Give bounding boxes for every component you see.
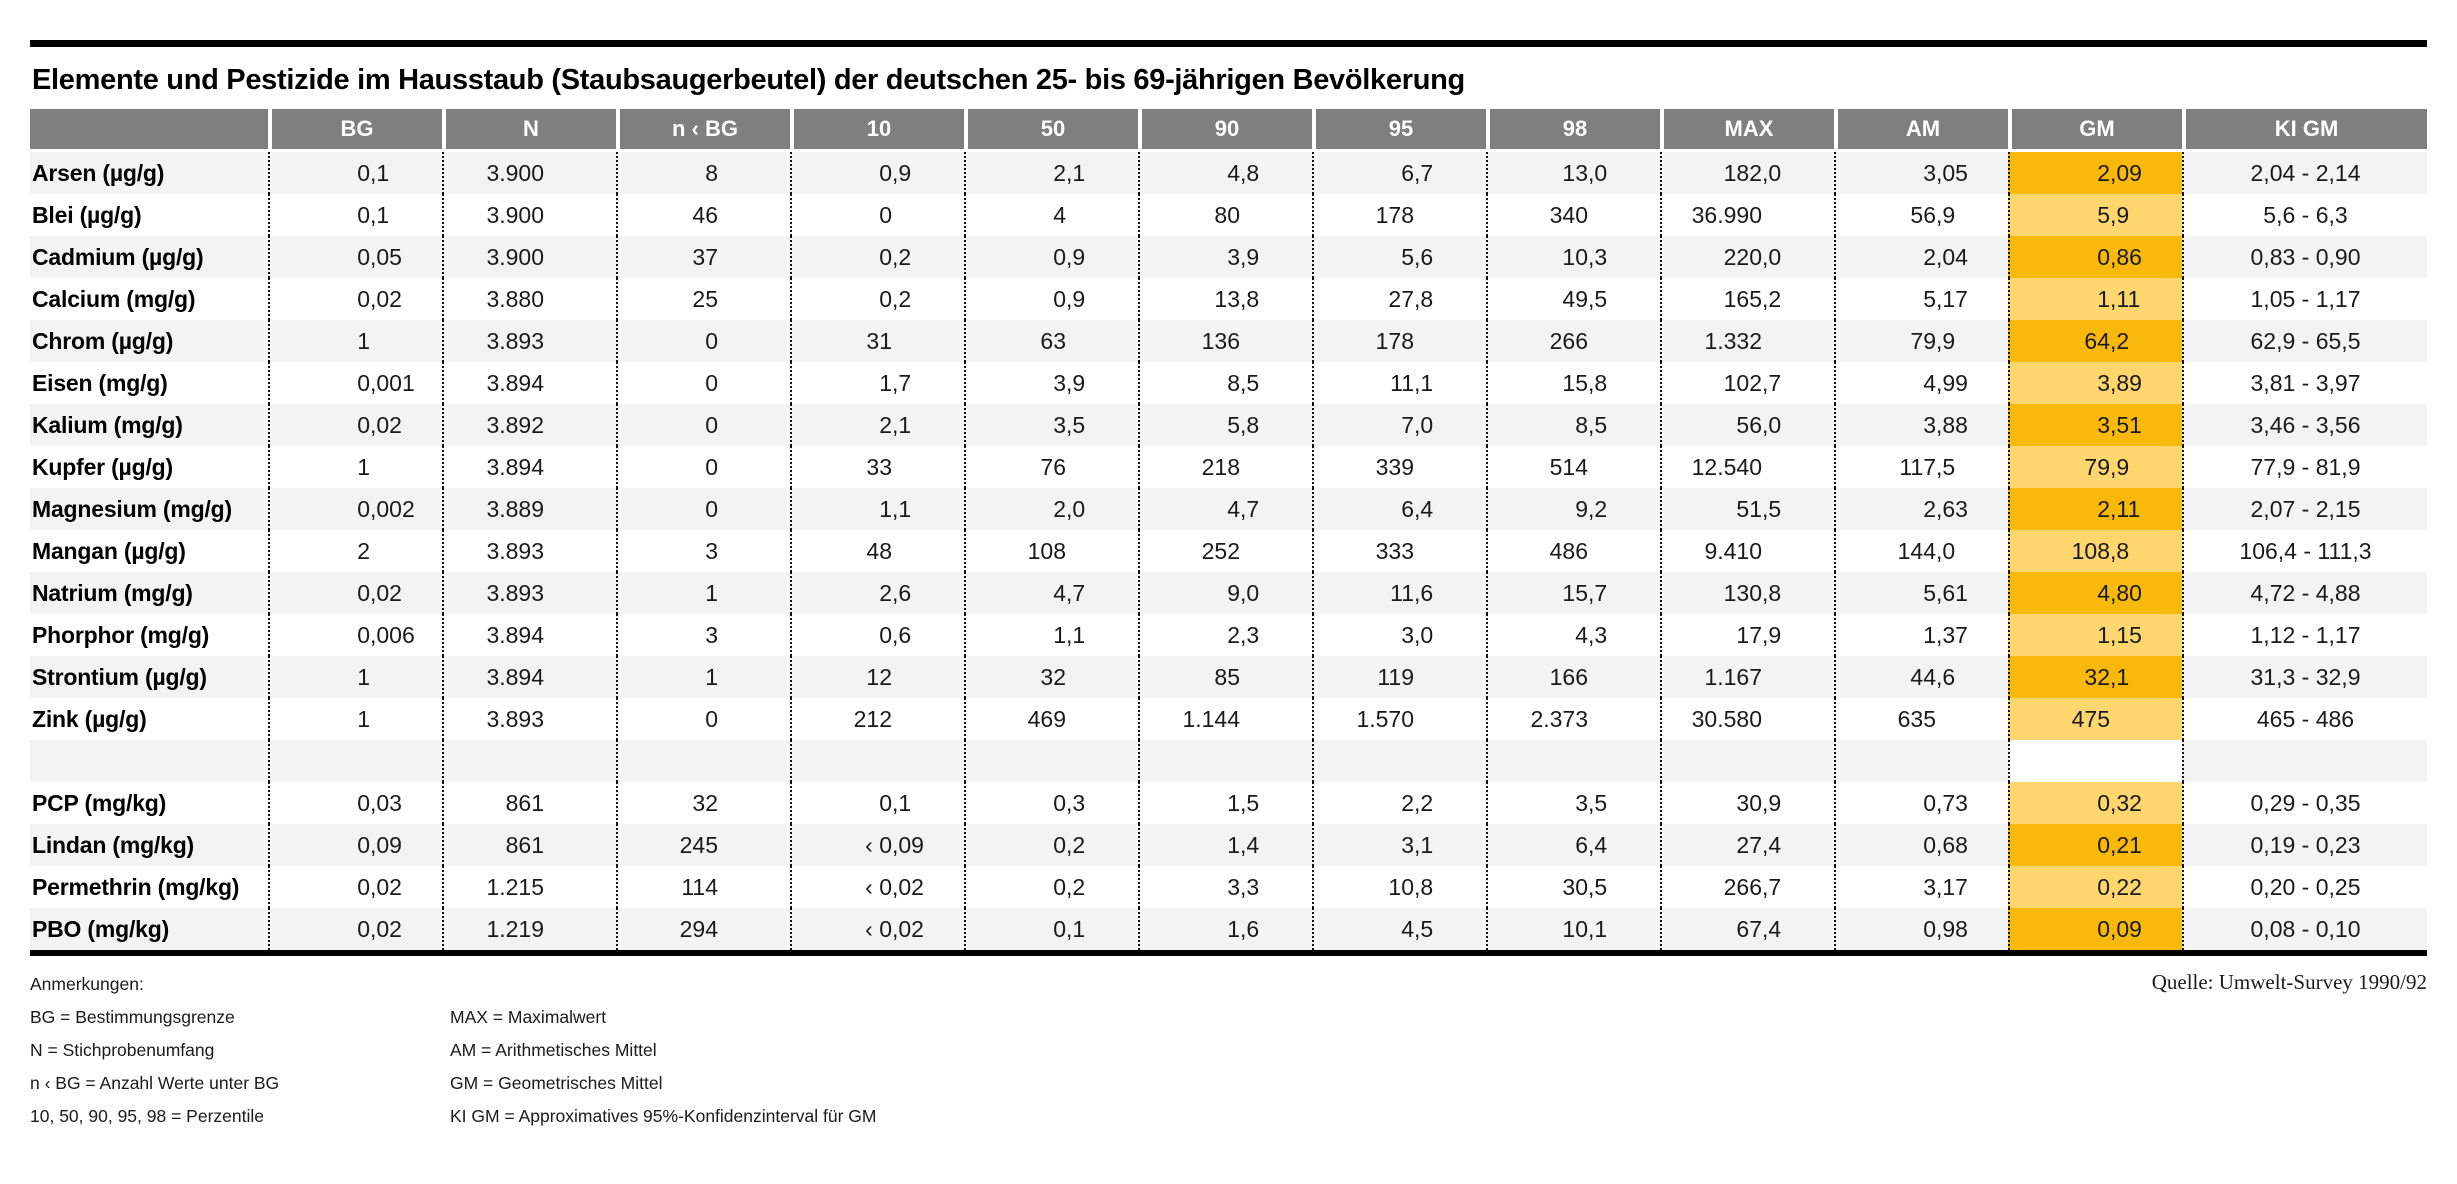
value-cell: 339	[1312, 446, 1486, 488]
footnote-line: KI GM = Approximatives 95%-Konfidenzinterval für GM	[450, 1106, 877, 1126]
value-cell: 4,5	[1312, 908, 1486, 950]
value-cell: ‹ 0,02	[790, 866, 964, 908]
value-cell: 3.893	[442, 320, 616, 362]
substance-label: Eisen (mg/g)	[30, 362, 268, 404]
value-cell: 13,0	[1486, 152, 1660, 194]
substance-label: Strontium (µg/g)	[30, 656, 268, 698]
column-header: 90	[1138, 109, 1312, 152]
value-cell: 3.900	[442, 194, 616, 236]
value-cell: 1.219	[442, 908, 616, 950]
value-cell: 1	[268, 656, 442, 698]
value-cell: 2.373	[1486, 698, 1660, 740]
value-cell: 3	[616, 614, 790, 656]
substance-label: Natrium (mg/g)	[30, 572, 268, 614]
value-cell: 27,8	[1312, 278, 1486, 320]
value-cell: 0,9	[964, 236, 1138, 278]
gm-value-cell: 0,21	[2008, 824, 2182, 866]
ki-gm-value-cell: 5,6 - 6,3	[2182, 194, 2427, 236]
ki-gm-value-cell: 0,83 - 0,90	[2182, 236, 2427, 278]
column-header: 95	[1312, 109, 1486, 152]
value-cell: 0	[790, 194, 964, 236]
column-header: 50	[964, 109, 1138, 152]
substance-label: Kalium (mg/g)	[30, 404, 268, 446]
value-cell: 0,2	[964, 866, 1138, 908]
value-cell: 1,5	[1138, 782, 1312, 824]
value-cell: 245	[616, 824, 790, 866]
value-cell: 3.894	[442, 656, 616, 698]
value-cell	[1312, 740, 1486, 782]
gm-value-cell: 1,15	[2008, 614, 2182, 656]
value-cell: 30,5	[1486, 866, 1660, 908]
value-cell: 30,9	[1660, 782, 1834, 824]
value-cell: 0,2	[964, 824, 1138, 866]
substance-label: Permethrin (mg/kg)	[30, 866, 268, 908]
gm-value-cell: 3,51	[2008, 404, 2182, 446]
value-cell: 31	[790, 320, 964, 362]
column-header: 98	[1486, 109, 1660, 152]
value-cell: 3.900	[442, 152, 616, 194]
value-cell: 37	[616, 236, 790, 278]
footnote-line: N = Stichprobenumfang	[30, 1040, 215, 1060]
value-cell: 2,6	[790, 572, 964, 614]
value-cell: 0,02	[268, 866, 442, 908]
value-cell: 5,17	[1834, 278, 2008, 320]
value-cell: 0,02	[268, 908, 442, 950]
value-cell: 3.893	[442, 698, 616, 740]
value-cell: 4,7	[1138, 488, 1312, 530]
table-row	[30, 278, 2427, 320]
table-row	[30, 404, 2427, 446]
ki-gm-value-cell: 1,05 - 1,17	[2182, 278, 2427, 320]
value-cell: 0,001	[268, 362, 442, 404]
gm-value-cell: 2,11	[2008, 488, 2182, 530]
value-cell: 2	[268, 530, 442, 572]
footnote-line: GM = Geometrisches Mittel	[450, 1073, 663, 1093]
value-cell	[442, 740, 616, 782]
value-cell: 340	[1486, 194, 1660, 236]
value-cell: 4,7	[964, 572, 1138, 614]
value-cell: 119	[1312, 656, 1486, 698]
value-cell: 79,9	[1834, 320, 2008, 362]
value-cell: 1,7	[790, 362, 964, 404]
value-cell: 3,05	[1834, 152, 2008, 194]
value-cell: 266	[1486, 320, 1660, 362]
value-cell: 0,02	[268, 278, 442, 320]
value-cell: 0	[616, 446, 790, 488]
value-cell: 6,4	[1312, 488, 1486, 530]
source-note: Quelle: Umwelt-Survey 1990/92	[2151, 970, 2427, 994]
ki-gm-value-cell	[2182, 740, 2427, 782]
value-cell: 0,1	[268, 152, 442, 194]
value-cell: 486	[1486, 530, 1660, 572]
value-cell: 49,5	[1486, 278, 1660, 320]
value-cell: 220,0	[1660, 236, 1834, 278]
column-header: GM	[2008, 109, 2182, 152]
column-header: n ‹ BG	[616, 109, 790, 152]
column-header: BG	[268, 109, 442, 152]
ki-gm-value-cell: 3,81 - 3,97	[2182, 362, 2427, 404]
table-header-row	[30, 109, 2427, 152]
value-cell: 56,0	[1660, 404, 1834, 446]
column-header: N	[442, 109, 616, 152]
value-cell: 12.540	[1660, 446, 1834, 488]
gm-value-cell: 0,22	[2008, 866, 2182, 908]
footer	[30, 956, 2427, 1136]
value-cell	[790, 740, 964, 782]
value-cell: 30.580	[1660, 698, 1834, 740]
value-cell	[268, 740, 442, 782]
value-cell: 48	[790, 530, 964, 572]
top-rule	[30, 40, 2427, 47]
value-cell: 6,7	[1312, 152, 1486, 194]
value-cell: 469	[964, 698, 1138, 740]
value-cell: 3.893	[442, 530, 616, 572]
table-row	[30, 782, 2427, 824]
footnotes-heading: Anmerkungen:	[30, 974, 144, 994]
value-cell: 3	[616, 530, 790, 572]
table-row	[30, 614, 2427, 656]
value-cell: 1,1	[790, 488, 964, 530]
column-header: MAX	[1660, 109, 1834, 152]
table-row	[30, 656, 2427, 698]
value-cell: 11,1	[1312, 362, 1486, 404]
ki-gm-value-cell: 1,12 - 1,17	[2182, 614, 2427, 656]
value-cell: 252	[1138, 530, 1312, 572]
value-cell: 1	[616, 656, 790, 698]
substance-label: Zink (µg/g)	[30, 698, 268, 740]
value-cell: 1	[268, 446, 442, 488]
value-cell: 0,73	[1834, 782, 2008, 824]
value-cell: 4,99	[1834, 362, 2008, 404]
value-cell: 108	[964, 530, 1138, 572]
value-cell: 178	[1312, 320, 1486, 362]
value-cell: 0	[616, 698, 790, 740]
gm-value-cell: 0,86	[2008, 236, 2182, 278]
gm-value-cell: 3,89	[2008, 362, 2182, 404]
gm-value-cell: 5,9	[2008, 194, 2182, 236]
footnote-line: AM = Arithmetisches Mittel	[450, 1040, 657, 1060]
table-body	[30, 152, 2427, 950]
ki-gm-value-cell: 0,20 - 0,25	[2182, 866, 2427, 908]
ki-gm-value-cell: 0,19 - 0,23	[2182, 824, 2427, 866]
substance-label: Cadmium (µg/g)	[30, 236, 268, 278]
value-cell: 85	[1138, 656, 1312, 698]
gm-value-cell	[2008, 740, 2182, 782]
value-cell: 10,8	[1312, 866, 1486, 908]
footnote-line: BG = Bestimmungsgrenze	[30, 1007, 235, 1027]
substance-label: PCP (mg/kg)	[30, 782, 268, 824]
value-cell: 0,02	[268, 572, 442, 614]
value-cell: 861	[442, 824, 616, 866]
value-cell: 0,02	[268, 404, 442, 446]
value-cell: 10,3	[1486, 236, 1660, 278]
substance-label: Mangan (µg/g)	[30, 530, 268, 572]
value-cell: 1	[268, 320, 442, 362]
gm-value-cell: 2,09	[2008, 152, 2182, 194]
gm-value-cell: 475	[2008, 698, 2182, 740]
footnote-line: n ‹ BG = Anzahl Werte unter BG	[30, 1073, 280, 1093]
value-cell: ‹ 0,09	[790, 824, 964, 866]
substance-label: Phorphor (mg/g)	[30, 614, 268, 656]
value-cell: 6,4	[1486, 824, 1660, 866]
value-cell: 0,9	[964, 278, 1138, 320]
value-cell: 1.167	[1660, 656, 1834, 698]
substance-label: Chrom (µg/g)	[30, 320, 268, 362]
value-cell: 1	[268, 698, 442, 740]
value-cell: 8	[616, 152, 790, 194]
value-cell: 32	[964, 656, 1138, 698]
ki-gm-value-cell: 77,9 - 81,9	[2182, 446, 2427, 488]
gm-value-cell: 32,1	[2008, 656, 2182, 698]
ki-gm-value-cell: 62,9 - 65,5	[2182, 320, 2427, 362]
value-cell: 3,0	[1312, 614, 1486, 656]
table-head	[30, 109, 2427, 152]
value-cell: 1,4	[1138, 824, 1312, 866]
value-cell: 2,3	[1138, 614, 1312, 656]
value-cell: 11,6	[1312, 572, 1486, 614]
footnotes-right	[450, 1001, 877, 1133]
table-row	[30, 866, 2427, 908]
value-cell: 102,7	[1660, 362, 1834, 404]
value-cell: 218	[1138, 446, 1312, 488]
gm-value-cell: 1,11	[2008, 278, 2182, 320]
ki-gm-value-cell: 2,07 - 2,15	[2182, 488, 2427, 530]
value-cell: 514	[1486, 446, 1660, 488]
value-cell: 3,5	[1486, 782, 1660, 824]
value-cell: 0,05	[268, 236, 442, 278]
table-row	[30, 488, 2427, 530]
value-cell: 165,2	[1660, 278, 1834, 320]
value-cell: 333	[1312, 530, 1486, 572]
value-cell: 114	[616, 866, 790, 908]
value-cell: 4,8	[1138, 152, 1312, 194]
value-cell: 0	[616, 404, 790, 446]
substance-label: Magnesium (mg/g)	[30, 488, 268, 530]
value-cell: 3,88	[1834, 404, 2008, 446]
value-cell	[1834, 740, 2008, 782]
value-cell: 13,8	[1138, 278, 1312, 320]
ki-gm-value-cell: 0,08 - 0,10	[2182, 908, 2427, 950]
value-cell: 3.880	[442, 278, 616, 320]
value-cell: 0,2	[790, 236, 964, 278]
ki-gm-value-cell: 465 - 486	[2182, 698, 2427, 740]
value-cell: 7,0	[1312, 404, 1486, 446]
value-cell: 2,1	[964, 152, 1138, 194]
value-cell: 9.410	[1660, 530, 1834, 572]
value-cell: 0,9	[790, 152, 964, 194]
table-row	[30, 320, 2427, 362]
value-cell: 15,8	[1486, 362, 1660, 404]
substance-label: Blei (µg/g)	[30, 194, 268, 236]
value-cell: 67,4	[1660, 908, 1834, 950]
value-cell	[616, 740, 790, 782]
value-cell: 25	[616, 278, 790, 320]
ki-gm-value-cell: 2,04 - 2,14	[2182, 152, 2427, 194]
value-cell: 0,09	[268, 824, 442, 866]
value-cell: 182,0	[1660, 152, 1834, 194]
value-cell: 3,9	[1138, 236, 1312, 278]
value-cell: 12	[790, 656, 964, 698]
table-row	[30, 446, 2427, 488]
value-cell: 144,0	[1834, 530, 2008, 572]
value-cell: 27,4	[1660, 824, 1834, 866]
value-cell: 3.892	[442, 404, 616, 446]
footnote-line: 10, 50, 90, 95, 98 = Perzentile	[30, 1106, 264, 1126]
value-cell: 33	[790, 446, 964, 488]
value-cell: 10,1	[1486, 908, 1660, 950]
value-cell: 0,2	[790, 278, 964, 320]
value-cell	[1138, 740, 1312, 782]
value-cell: 1,6	[1138, 908, 1312, 950]
value-cell: 3,9	[964, 362, 1138, 404]
value-cell: 266,7	[1660, 866, 1834, 908]
value-cell: 32	[616, 782, 790, 824]
value-cell: 8,5	[1138, 362, 1312, 404]
value-cell: 0,002	[268, 488, 442, 530]
ki-gm-value-cell: 0,29 - 0,35	[2182, 782, 2427, 824]
value-cell: 1.570	[1312, 698, 1486, 740]
value-cell: 166	[1486, 656, 1660, 698]
value-cell: 2,0	[964, 488, 1138, 530]
ki-gm-value-cell: 3,46 - 3,56	[2182, 404, 2427, 446]
value-cell: 130,8	[1660, 572, 1834, 614]
data-table	[30, 109, 2427, 950]
substance-label: Kupfer (µg/g)	[30, 446, 268, 488]
value-cell: 9,0	[1138, 572, 1312, 614]
column-header-substance	[30, 109, 268, 152]
value-cell: 0,03	[268, 782, 442, 824]
value-cell: 63	[964, 320, 1138, 362]
value-cell: 36.990	[1660, 194, 1834, 236]
value-cell: 1.144	[1138, 698, 1312, 740]
table-row	[30, 824, 2427, 866]
value-cell: 635	[1834, 698, 2008, 740]
ki-gm-value-cell: 4,72 - 4,88	[2182, 572, 2427, 614]
table-row	[30, 908, 2427, 950]
value-cell: 46	[616, 194, 790, 236]
column-header: 10	[790, 109, 964, 152]
value-cell: 15,7	[1486, 572, 1660, 614]
table-row	[30, 572, 2427, 614]
gm-value-cell: 0,09	[2008, 908, 2182, 950]
value-cell: 1	[616, 572, 790, 614]
gm-value-cell: 0,32	[2008, 782, 2182, 824]
value-cell: 3.894	[442, 446, 616, 488]
page	[0, 40, 2457, 1136]
value-cell: 3.893	[442, 572, 616, 614]
table-row	[30, 530, 2427, 572]
column-header: KI GM	[2182, 109, 2427, 152]
gm-value-cell: 79,9	[2008, 446, 2182, 488]
value-cell: 17,9	[1660, 614, 1834, 656]
value-cell: 76	[964, 446, 1138, 488]
substance-label: Calcium (mg/g)	[30, 278, 268, 320]
value-cell: 3.894	[442, 614, 616, 656]
value-cell: 1.332	[1660, 320, 1834, 362]
page-title: Elemente und Pestizide im Hausstaub (Staubsaugerbeutel) der deutschen 25- bis 69-jährigen Bevölkerung	[32, 64, 1465, 96]
substance-label: PBO (mg/kg)	[30, 908, 268, 950]
footnotes-left	[30, 968, 279, 1133]
value-cell: 44,6	[1834, 656, 2008, 698]
value-cell: 9,2	[1486, 488, 1660, 530]
substance-label: Arsen (µg/g)	[30, 152, 268, 194]
value-cell: 3.894	[442, 362, 616, 404]
value-cell: 136	[1138, 320, 1312, 362]
value-cell: 0,006	[268, 614, 442, 656]
gm-value-cell: 4,80	[2008, 572, 2182, 614]
substance-label	[30, 740, 268, 782]
value-cell: 0,68	[1834, 824, 2008, 866]
value-cell: 0,6	[790, 614, 964, 656]
gm-value-cell: 108,8	[2008, 530, 2182, 572]
value-cell: 0	[616, 320, 790, 362]
value-cell: 0,1	[790, 782, 964, 824]
value-cell: 80	[1138, 194, 1312, 236]
value-cell: 3.900	[442, 236, 616, 278]
value-cell: 2,63	[1834, 488, 2008, 530]
value-cell	[964, 740, 1138, 782]
value-cell: 0	[616, 488, 790, 530]
value-cell: 4,3	[1486, 614, 1660, 656]
value-cell: 3,3	[1138, 866, 1312, 908]
value-cell: 0,98	[1834, 908, 2008, 950]
value-cell: 3,5	[964, 404, 1138, 446]
ki-gm-value-cell: 31,3 - 32,9	[2182, 656, 2427, 698]
value-cell: 3.889	[442, 488, 616, 530]
value-cell: 0,3	[964, 782, 1138, 824]
value-cell: 56,9	[1834, 194, 2008, 236]
substance-label: Lindan (mg/kg)	[30, 824, 268, 866]
table-row	[30, 362, 2427, 404]
value-cell: ‹ 0,02	[790, 908, 964, 950]
value-cell: 51,5	[1660, 488, 1834, 530]
ki-gm-value-cell: 106,4 - 111,3	[2182, 530, 2427, 572]
value-cell	[1486, 740, 1660, 782]
footnote-line: MAX = Maximalwert	[450, 1007, 607, 1027]
value-cell: 178	[1312, 194, 1486, 236]
value-cell: 1.215	[442, 866, 616, 908]
table-row	[30, 698, 2427, 740]
value-cell: 212	[790, 698, 964, 740]
table-row	[30, 194, 2427, 236]
table-row	[30, 152, 2427, 194]
value-cell: 294	[616, 908, 790, 950]
value-cell: 2,2	[1312, 782, 1486, 824]
column-header: AM	[1834, 109, 2008, 152]
value-cell: 1,37	[1834, 614, 2008, 656]
value-cell	[1660, 740, 1834, 782]
value-cell: 3,17	[1834, 866, 2008, 908]
value-cell: 8,5	[1486, 404, 1660, 446]
value-cell: 5,61	[1834, 572, 2008, 614]
value-cell: 5,8	[1138, 404, 1312, 446]
value-cell: 0,1	[964, 908, 1138, 950]
value-cell: 0,1	[268, 194, 442, 236]
value-cell: 0	[616, 362, 790, 404]
table-row	[30, 236, 2427, 278]
spacer-row	[30, 740, 2427, 782]
value-cell: 1,1	[964, 614, 1138, 656]
gm-value-cell: 64,2	[2008, 320, 2182, 362]
value-cell: 117,5	[1834, 446, 2008, 488]
value-cell: 5,6	[1312, 236, 1486, 278]
value-cell: 861	[442, 782, 616, 824]
value-cell: 4	[964, 194, 1138, 236]
value-cell: 2,1	[790, 404, 964, 446]
value-cell: 3,1	[1312, 824, 1486, 866]
value-cell: 2,04	[1834, 236, 2008, 278]
